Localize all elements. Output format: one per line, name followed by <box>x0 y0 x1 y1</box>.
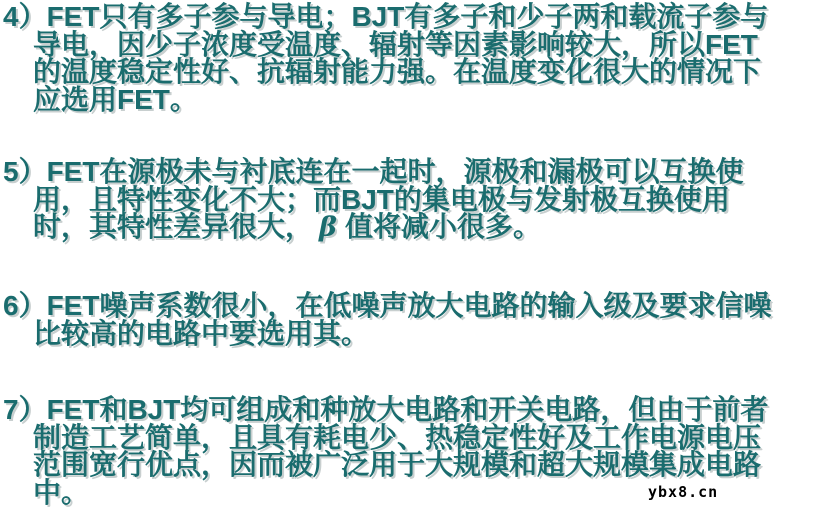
text-line: 6）FET噪声系数很小，在低噪声放大电路的输入级及要求信噪 <box>3 290 772 321</box>
text-line: 5）FET在源极未与衬底连在一起时，源极和漏极可以互换使 <box>3 156 744 187</box>
text-line: 的温度稳定性好、抗辐射能力强。在温度变化很大的情况下 <box>33 56 762 87</box>
text-line: 制造工艺简单，且具有耗电少、热稳定性好及工作电源电压 <box>33 421 762 453</box>
text-line: 中。 <box>33 476 90 508</box>
beta-line-after: 值将减小很多。 <box>344 211 541 242</box>
text-line: 比较高的电路中要选用其。 <box>33 317 370 349</box>
bullet-point-6 <box>3 292 830 347</box>
text-line: 7）FET和BJT均可组成和种放大电路和开关电路，但由于前者 <box>3 394 769 425</box>
text-line: 应选用FET。 <box>33 83 198 115</box>
text-line: 导电，因少子浓度受温度、辐射等因素影响较大，所以FET <box>33 28 758 60</box>
bullet-point-5 <box>3 158 830 242</box>
text-line: 4）FET只有多子参与导电；BJT有多子和少子两和载流子参与 <box>3 1 769 32</box>
text-line: 范围宽行优点，因而被广泛用于大规模和超大规模集成电路 <box>33 449 762 480</box>
watermark-ybx8: ybx8.cn <box>648 483 719 501</box>
beta-symbol: β <box>319 212 337 243</box>
bullet-point-4 <box>3 3 830 113</box>
text-line-with-beta <box>3 213 830 242</box>
beta-line-before: 时，其特性差异很大， <box>33 211 314 242</box>
text-line: 用，且特性变化不大；而BJT的集电极与发射极互换使用 <box>33 183 730 215</box>
